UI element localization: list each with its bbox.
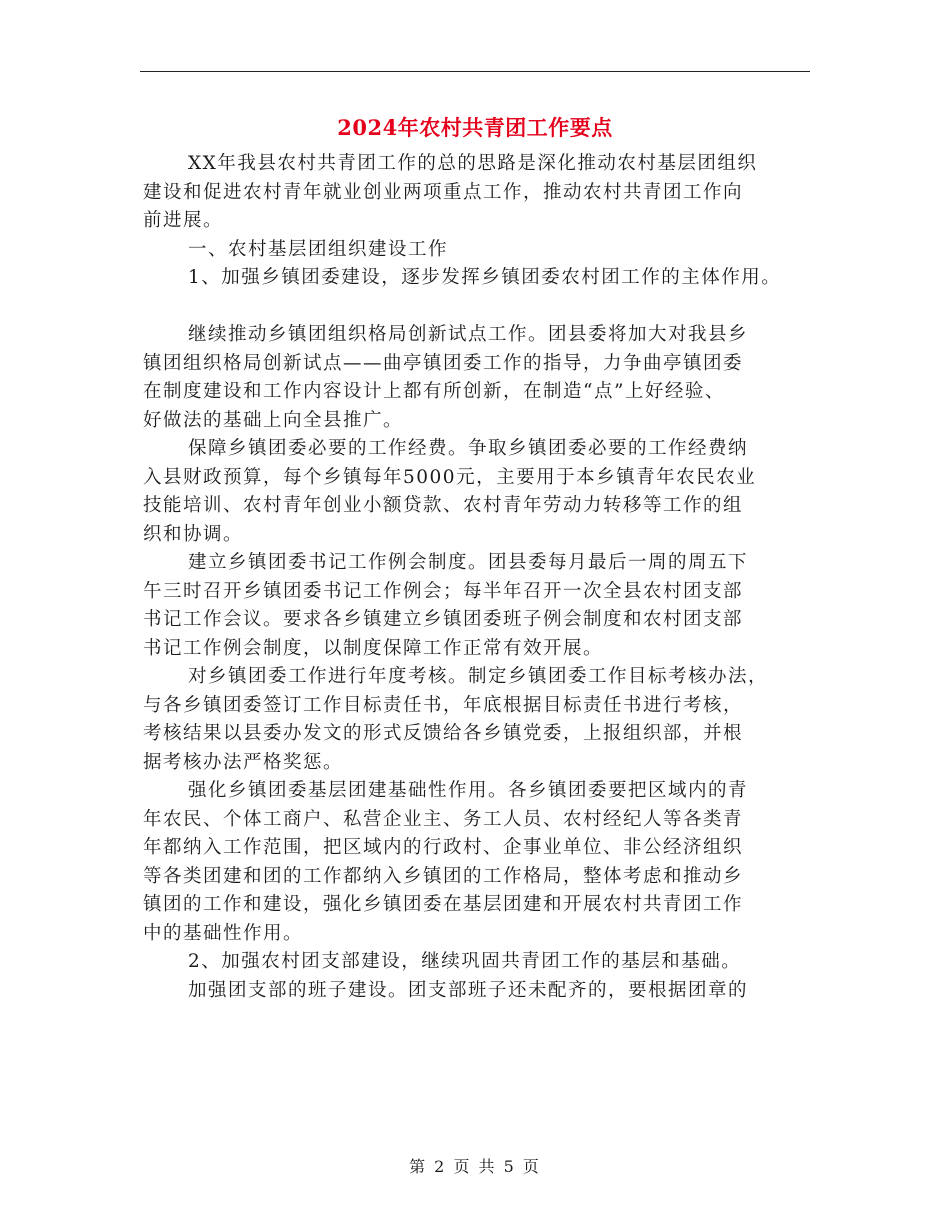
paragraph-line: XX年我县农村共青团工作的总的思路是深化推动农村基层团组织 xyxy=(188,153,758,174)
paragraph-line: 好做法的基础上向全县推广。 xyxy=(143,409,404,431)
paragraph-line: 考核结果以县委办发文的形式反馈给各乡镇党委，上报组织部，并根 xyxy=(143,723,744,744)
page-number: 第 2 页 共 5 页 xyxy=(409,1157,541,1176)
paragraph-line: 镇团组织格局创新试点——曲亭镇团委工作的指导，力争曲亭镇团委 xyxy=(143,352,744,374)
header-rule xyxy=(140,71,810,72)
paragraph-line: 书记工作会议。要求各乡镇建立乡镇团委班子例会制度和农村团支部 xyxy=(143,609,744,630)
subsection-heading: 2、加强农村团支部建设，继续巩固共青团工作的基层和基础。 xyxy=(188,951,742,972)
paragraph-line: 继续推动乡镇团组织格局创新试点工作。团县委将加大对我县乡 xyxy=(188,324,749,345)
paragraph-line: 建设和促进农村青年就业创业两项重点工作，推动农村共青团工作向 xyxy=(143,181,744,203)
document-body xyxy=(143,150,811,1005)
paragraph-line: 织和协调。 xyxy=(143,523,244,545)
paragraph-line: 书记工作例会制度，以制度保障工作正常有效开展。 xyxy=(143,637,604,659)
paragraph-line: 在制度建设和工作内容设计上都有所创新，在制造“点”上好经验、 xyxy=(143,381,725,402)
section-heading: 一、农村基层团组织建设工作 xyxy=(188,238,449,260)
document-title: 2024年农村共青团工作要点 xyxy=(337,115,613,140)
subsection-heading: 1、加强乡镇团委建设，逐步发挥乡镇团委农村团工作的主体作用。 xyxy=(188,267,782,288)
paragraph-gap xyxy=(143,293,811,322)
paragraph-line: 建立乡镇团委书记工作例会制度。团县委每月最后一周的周五下 xyxy=(188,552,749,573)
paragraph-line: 等各类团建和团的工作都纳入乡镇团的工作格局，整体考虑和推动乡 xyxy=(143,865,744,887)
paragraph-line: 中的基础性作用。 xyxy=(143,922,304,944)
paragraph-line: 加强团支部的班子建设。团支部班子还未配齐的，要根据团章的 xyxy=(188,979,749,1001)
paragraph-line: 镇团的工作和建设，强化乡镇团委在基层团建和开展农村共青团工作 xyxy=(143,894,744,915)
paragraph-line: 对乡镇团委工作进行年度考核。制定乡镇团委工作目标考核办法， xyxy=(188,666,769,687)
paragraph-line: 午三时召开乡镇团委书记工作例会；每半年召开一次全县农村团支部 xyxy=(143,580,744,602)
paragraph-line: 年都纳入工作范围，把区域内的行政村、企事业单位、非公经济组织 xyxy=(143,837,744,858)
paragraph-line: 强化乡镇团委基层团建基础性作用。各乡镇团委要把区域内的青 xyxy=(188,780,749,801)
paragraph-line: 前进展。 xyxy=(143,210,224,231)
paragraph-line: 入县财政预算，每个乡镇每年5000元，主要用于本乡镇青年农民农业 xyxy=(143,466,757,488)
paragraph-line: 与各乡镇团委签订工作目标责任书，年底根据目标责任书进行考核， xyxy=(143,694,744,716)
paragraph-line: 技能培训、农村青年创业小额贷款、农村青年劳动力转移等工作的组 xyxy=(143,495,744,516)
paragraph-line: 据考核办法严格奖惩。 xyxy=(143,751,344,773)
paragraph-line: 年农民、个体工商户、私营企业主、务工人员、农村经纪人等各类青 xyxy=(143,808,744,830)
paragraph-line: 保障乡镇团委必要的工作经费。争取乡镇团委必要的工作经费纳 xyxy=(188,438,749,459)
